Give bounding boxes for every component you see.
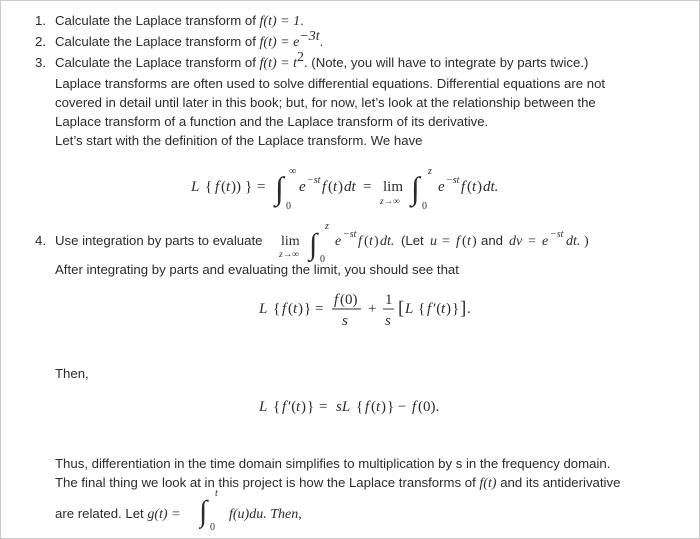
after-integration-line: After integrating by parts and evaluating the limit, you should see that [55,262,459,277]
list-item-2 [35,29,324,51]
svg-text:{: { [205,179,213,195]
item-number: 3. [35,55,46,70]
conclusion-text: The final thing we look at in this project is how the Laplace transforms of [55,475,480,490]
svg-text:t: t [369,234,373,249]
item4-integral-expression [277,218,657,264]
svg-text:−: − [398,399,407,415]
svg-text:∫: ∫ [199,495,208,528]
svg-text:f: f [334,292,339,308]
svg-text:(: ( [221,179,226,195]
svg-text:): ) [298,301,303,317]
laplace-definition-equation [191,161,551,217]
svg-text:): ) [472,234,477,249]
svg-text:): ) [338,179,343,195]
intro-line: Laplace transform of a function and the Laplace transform of its derivative. [55,114,489,129]
svg-text:{: { [273,399,281,415]
svg-text:0: 0 [320,254,325,264]
svg-text:]: ] [460,298,467,319]
item-math: f(t) = t [259,56,297,71]
svg-text:(0).: (0). [418,399,440,415]
svg-text:z→∞: z→∞ [279,250,299,260]
intro-paragraph [55,74,605,150]
svg-text:[: [ [398,298,405,319]
svg-text:f: f [365,399,370,415]
svg-text:∫: ∫ [411,170,420,206]
svg-text:sL: sL [336,399,351,415]
svg-text:)): )) [231,179,241,195]
svg-text:L: L [191,179,200,195]
svg-text:{: { [356,399,364,415]
derivative-transform-equation [259,283,479,333]
svg-text:f: f [461,179,466,195]
svg-text:): ) [381,399,386,415]
svg-text:t: t [215,488,218,499]
svg-text:}: } [387,399,395,415]
svg-text:}: } [452,301,460,317]
svg-text:): ) [301,399,306,415]
svg-text:+: + [368,301,377,317]
svg-text:dv: dv [509,234,523,249]
svg-text:t: t [226,179,231,195]
item-text-end: . [319,34,324,49]
conclusion-math: f(t) [479,476,497,491]
svg-text:=: = [319,399,328,415]
item-math-exponent: 2 [296,50,304,65]
svg-text:=: = [442,234,450,249]
svg-text:∞: ∞ [289,166,297,177]
svg-text:dt.: dt. [380,234,395,249]
lim-operator: lim [281,234,300,249]
item-math: f(t) = e [259,35,300,50]
item-text: Calculate the Laplace transform of [55,55,260,70]
svg-text:t: t [467,234,471,249]
svg-text:=: = [528,234,536,249]
svg-text:e: e [542,234,549,249]
list-item-3 [35,50,589,72]
svg-text:t: t [441,301,446,317]
svg-text:−st: −st [307,175,321,186]
then-label: Then, [55,366,89,381]
svg-text:(: ( [467,179,472,195]
svg-text:): ) [477,179,482,195]
svg-text:=: = [363,179,372,195]
svg-text:0: 0 [422,201,427,212]
svg-text:dt.: dt. [483,179,499,195]
svg-text:u: u [430,234,437,249]
svg-text:∫: ∫ [309,228,318,261]
svg-text:−st: −st [446,175,460,186]
svg-text:f: f [282,301,287,317]
svg-text:e: e [299,179,306,195]
svg-text:dt.: dt. [566,234,581,249]
svg-text:t: t [472,179,477,195]
derivative-rule-equation [259,391,499,421]
last-line [55,504,181,524]
intro-line: covered in detail until later in this book; but, for now, let’s look at the relationship between the [55,95,596,110]
item-text: Calculate the Laplace transform of [55,34,260,49]
conclusion-text-end: and its antiderivative [496,475,621,490]
svg-text:(: ( [288,301,293,317]
svg-text:f: f [412,399,417,415]
svg-text:f: f [456,234,460,249]
svg-text:t: t [296,399,301,415]
svg-text:e: e [335,234,342,249]
svg-text:f: f [282,399,287,415]
svg-text:dt: dt [344,179,356,195]
item-number: 2. [35,34,46,49]
svg-text:(: ( [364,234,369,249]
last-line-tail [229,504,302,524]
svg-text:}: } [307,399,315,415]
intro-line: Laplace transforms are often used to solve differential equations. Differential equations are not [55,76,606,91]
svg-text:e: e [438,179,445,195]
svg-text:0: 0 [210,522,215,533]
svg-text:L: L [259,399,268,415]
svg-text:): ) [374,234,379,249]
list-item-4 [35,233,262,248]
svg-text:(: ( [328,179,333,195]
svg-text:z: z [428,166,432,177]
list-item-1 [35,13,304,30]
item-math: f(t) = 1 [259,14,301,29]
svg-text:f: f [215,179,220,195]
intro-line: Let’s start with the definition of the Laplace transform. We have [55,133,423,148]
last-line-integrand: f(u)du. Then, [229,507,302,522]
svg-text:t: t [293,301,298,317]
svg-text:): ) [446,301,451,317]
svg-text:−st: −st [550,229,564,240]
item-number: 1. [35,13,46,28]
svg-text:(: ( [462,234,467,249]
svg-text:L: L [405,301,414,317]
svg-text:s: s [342,313,348,329]
svg-text:∫: ∫ [275,170,284,206]
svg-text:{: { [418,301,426,317]
svg-text:.: . [467,301,471,317]
last-line-text: are related. Let [55,506,148,521]
svg-text:(Let: (Let [401,233,424,248]
svg-text:t: t [376,399,381,415]
svg-text:L: L [259,301,268,317]
item-text: Use integration by parts to evaluate [55,233,263,248]
svg-text:=: = [257,179,266,195]
svg-text:and: and [481,233,504,248]
svg-text:f: f [427,301,432,317]
item-text-end: . [300,13,304,28]
svg-text:}: } [245,179,253,195]
svg-text:z: z [325,221,329,232]
svg-text:0: 0 [286,201,291,212]
svg-text:′(: ′( [433,301,442,317]
svg-text:(0): (0) [340,292,358,308]
svg-text:f: f [358,234,362,249]
svg-text:): ) [584,234,589,249]
svg-text:−st: −st [343,229,357,240]
item-number: 4. [35,233,46,248]
svg-text:z→∞: z→∞ [380,197,400,207]
item-math-exponent: −3t [299,29,320,44]
item-text-end: . (Note, you will have to integrate by parts twice.) [303,55,589,70]
svg-text:(: ( [371,399,376,415]
svg-text:lim: lim [383,179,404,195]
svg-text:t: t [333,179,338,195]
svg-text:s: s [385,313,391,329]
svg-text:=: = [315,301,324,317]
svg-text:f: f [322,179,327,195]
svg-text:′(: ′( [288,399,297,415]
svg-text:}: } [304,301,312,317]
conclusion-line-1: Thus, differentiation in the time domain simplifies to multiplication by s in the frequency domain. [55,456,611,471]
item-text: Calculate the Laplace transform of [55,13,260,28]
last-line-g: g(t) = [147,507,181,522]
svg-text:{: { [273,301,281,317]
svg-text:1: 1 [385,292,393,308]
